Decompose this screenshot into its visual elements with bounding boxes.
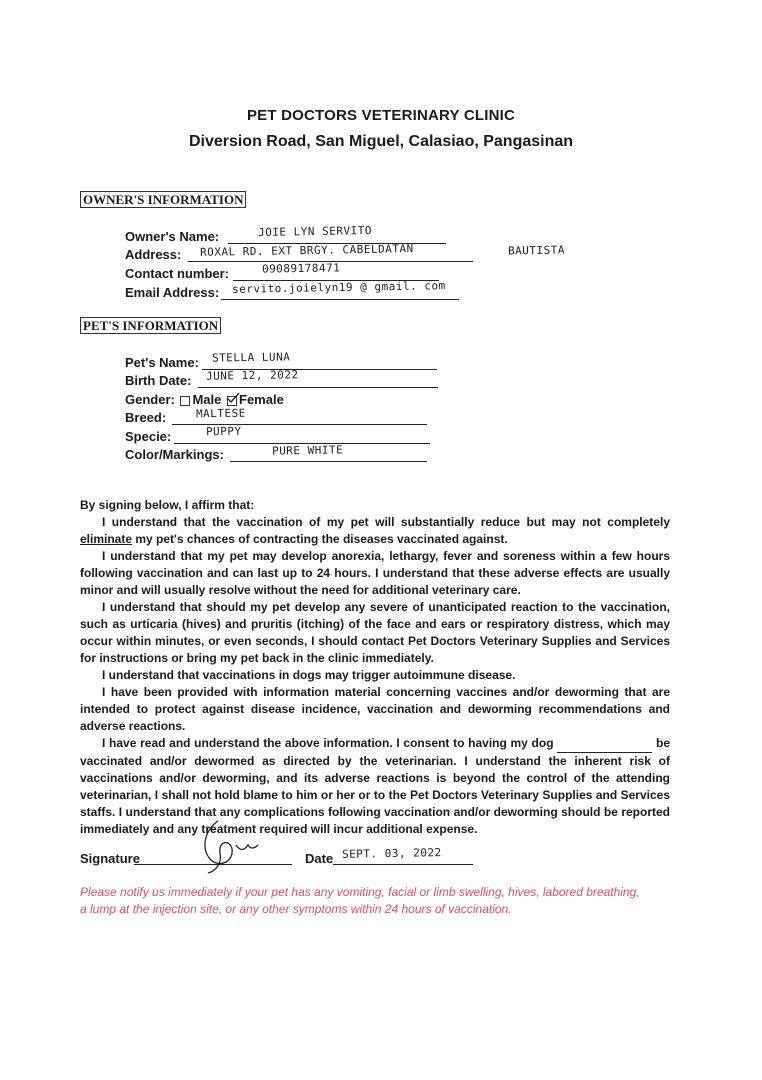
consent-text [80,497,670,838]
specie-label: Specie: [125,429,172,444]
specie-value[interactable]: PUPPY [205,424,242,439]
gender-row [125,392,284,408]
owner-name-value[interactable]: JOIE LYN SERVITO [257,224,373,239]
signature-label: Signature [80,851,140,866]
color-value[interactable]: PURE WHITE [271,443,344,458]
check-mark-icon [226,392,240,404]
email-line [221,299,459,300]
pet-name-value[interactable]: STELLA LUNA [211,350,291,365]
birth-date-line [198,387,438,388]
clinic-address: Diversion Road, San Miguel, Calasiao, Pangasinan [188,133,574,150]
gender-female-label: Female [239,392,284,407]
owner-address-value[interactable]: ROXAL RD. EXT BRGY. CABELDATAN [199,242,414,259]
breed-value[interactable]: MALTESE [195,406,246,421]
contact-number-value[interactable]: 09089178471 [261,261,341,276]
date-line [333,864,473,865]
gender-female-checkbox[interactable] [227,396,237,406]
gender-male-label: Male [192,392,222,407]
handwritten-signature[interactable] [196,815,266,875]
date-value[interactable]: SEPT. 03, 2022 [341,846,442,861]
dog-name-blank[interactable] [557,735,652,753]
owner-address-extra[interactable]: BAUTISTA [507,243,566,258]
owner-address-label: Address: [125,247,182,262]
pet-section-heading: PET'S INFORMATION [80,317,221,334]
consent-paragraph-3: I understand that should my pet develop any severe of unanticipated reaction to the vaccination, such as urticaria (hives) and pruritis (itching) of the face and ears or respiratory distress, which may occur within minutes, or even seconds, I should contact Pet Doctors Veterinary Supplies and Services for instructions or bring my pet back in the clinic immediately. [80,600,670,665]
breed-label: Breed: [125,410,167,425]
owner-section-heading: OWNER'S INFORMATION [80,191,246,208]
underlined-word: eliminate [80,532,133,546]
email-value[interactable]: servito.joielyn19 @ gmail. com [231,279,446,296]
consent-paragraph-5: I have been provided with information material concerning vaccines and/or deworming that are intended to protect against disease incidence, vaccination and deworming recommendations and adverse reactions. [80,685,670,733]
birth-date-label: Birth Date: [125,373,192,388]
consent-paragraph-6: I have read and understand the above information. I consent to having my dog be vaccinated and/or dewormed as directed by the veterinarian. I understand the inherent risk of vaccinations and/or deworming, and its adverse reactions is beyond the control of the attending veterinarian, I shall not hold blame to him or her or to the Pet Doctors Veterinary Supplies and Services staffs. I understand that any complications following vaccination and/or deworming should be reported immediately and any treatment required will incur additional expense. [80,736,671,836]
gender-label: Gender: [125,392,175,407]
birth-date-value[interactable]: JUNE 12, 2022 [205,368,299,383]
email-label: Email Address: [125,285,220,300]
consent-paragraph-4: I understand that vaccinations in dogs may trigger autoimmune disease. [102,668,516,682]
color-line [230,461,427,462]
consent-paragraph-2: I understand that my pet may develop anorexia, lethargy, fever and soreness within a few hours following vaccination and can last up to 24 hours. I understand that these adverse effects are usually minor and will usually resolve without the need for additional veterinary care. [80,549,670,597]
consent-paragraph-1: I understand that the vaccination of my pet will substantially reduce but may not completely eliminate my pet's chances of contracting the diseases vaccinated against. [80,515,670,546]
consent-intro: By signing below, I affirm that: [80,498,255,512]
contact-number-label: Contact number: [125,266,229,281]
date-label: Date [305,851,334,866]
owner-name-label: Owner's Name: [125,229,220,244]
color-label: Color/Markings: [125,447,224,462]
clinic-name: PET DOCTORS VETERINARY CLINIC [246,107,516,124]
notice-text: Please notify us immediately if your pet has any vomiting, facial or limb swelling, hives, labored breathing, a lump at the injection site, or any other symptoms within 24 hours of vaccination. [80,885,640,916]
gender-male-checkbox[interactable] [180,396,190,406]
pet-name-label: Pet's Name: [125,355,199,370]
